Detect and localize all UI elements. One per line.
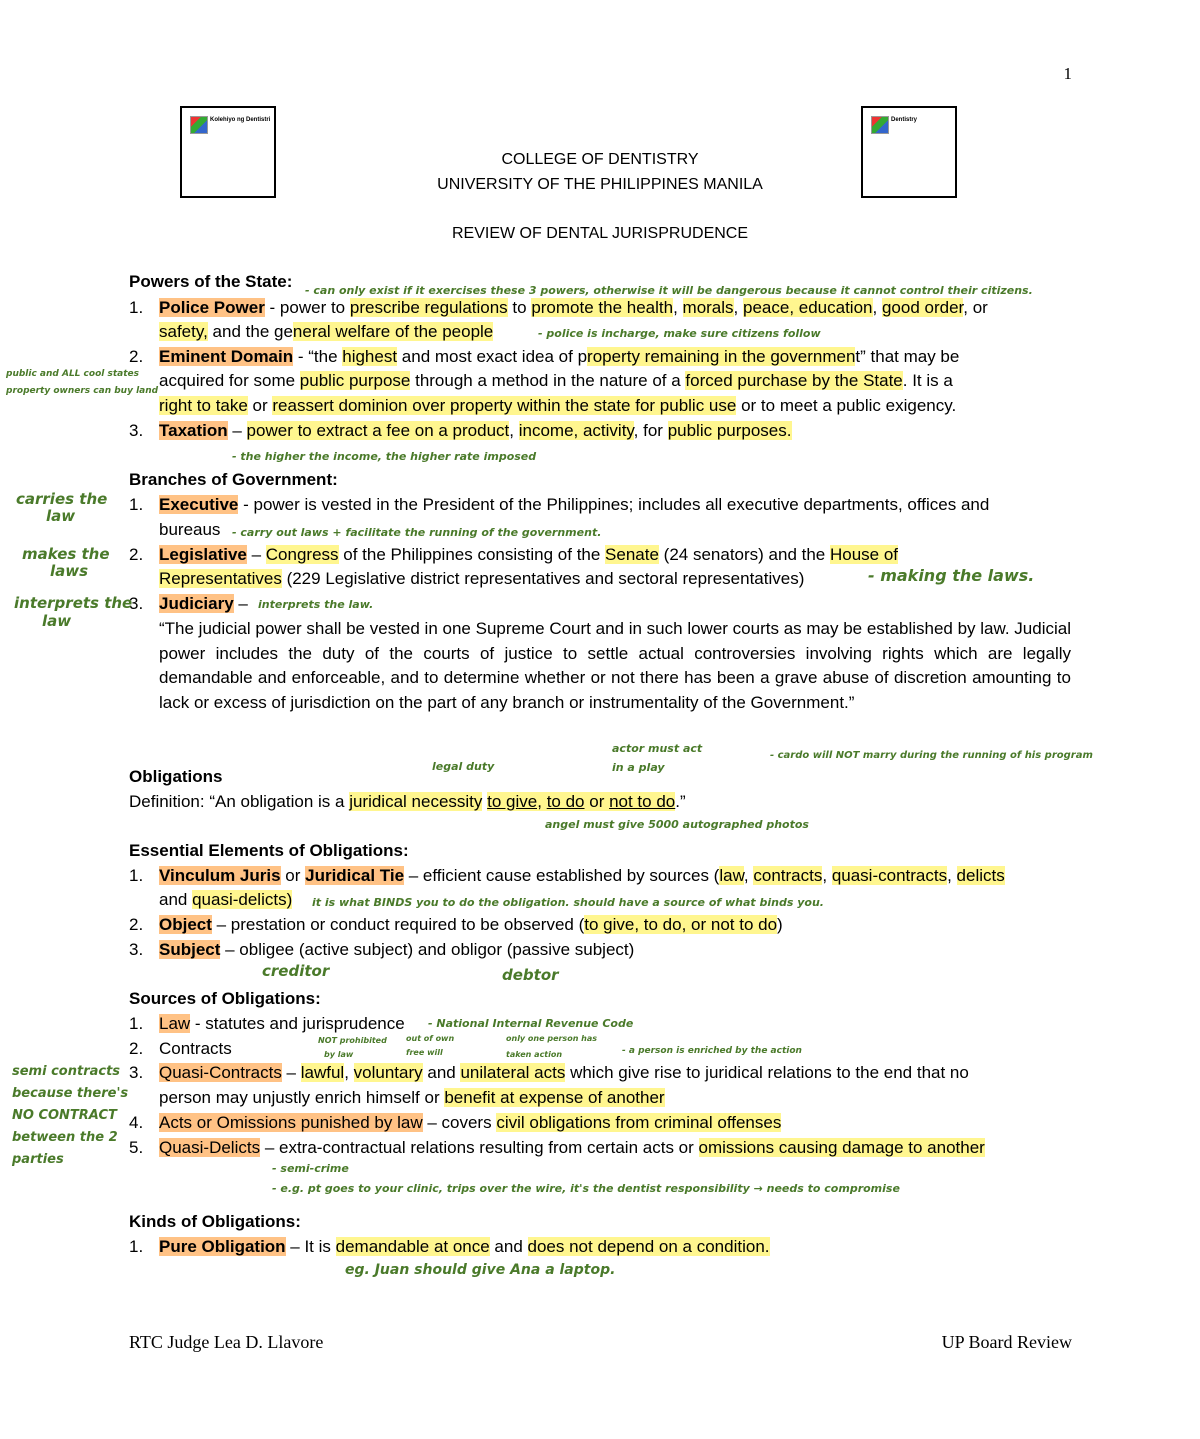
text: , (733, 298, 743, 317)
text: Juridical Tie (305, 866, 405, 885)
text: – It is (285, 1237, 336, 1256)
text: Law (159, 1014, 191, 1033)
legislative-side-1: makes the (22, 545, 110, 563)
text: not to do (609, 792, 676, 811)
text: unilateral acts (460, 1063, 566, 1082)
list-number: 3. (129, 421, 144, 440)
text: , (673, 298, 683, 317)
text: omissions causing damage to another (698, 1138, 985, 1157)
text: to give, to do, or not to do (584, 915, 778, 934)
text: .” (675, 792, 686, 811)
list-number: 2. (129, 1039, 144, 1058)
actor-annotation-2: in a play (612, 761, 665, 774)
text: morals (682, 298, 734, 317)
text: (24 senators) and the (658, 545, 830, 564)
powers-annotation: - can only exist if it exercises these 3 powers, otherwise it will be dangerous because it cannot control their citizens. (305, 284, 1033, 297)
taxation-label: Taxation (159, 421, 228, 440)
executive-side-2: law (46, 507, 76, 525)
text: prescribe regulations (349, 298, 508, 317)
text: Definition: “An obligation is a (129, 792, 350, 811)
list-number: 1. (129, 298, 144, 317)
text: , (947, 866, 957, 885)
judiciary-side-2: law (42, 612, 72, 630)
page-number: 1 (1063, 64, 1072, 83)
qc-side-3: NO CONTRACT (12, 1108, 117, 1123)
legislative-label: Legislative (159, 545, 247, 564)
pure-obligation-annotation: eg. Juan should give Ana a laptop. (345, 1262, 616, 1278)
text: law (719, 866, 744, 885)
text: and (422, 1063, 461, 1082)
text: Pure Obligation (159, 1237, 286, 1256)
eminent-domain-label: Eminent Domain (159, 347, 294, 366)
text: – (281, 1063, 301, 1082)
university-name: UNIVERSITY OF THE PHILIPPINES MANILA (437, 176, 763, 193)
text: , for (633, 421, 668, 440)
text: – covers (422, 1113, 497, 1132)
text: – efficient cause established by sources ( (404, 866, 720, 885)
text: juridical necessity (349, 792, 483, 811)
text: , (822, 866, 832, 885)
police-power-line-2 (159, 320, 493, 344)
taxation-line (159, 419, 792, 443)
obligations-heading: Obligations (129, 767, 223, 786)
qc-note-1: NOT prohibited (318, 1036, 387, 1045)
text: Senate (605, 545, 659, 564)
text: neral welfare of the people (292, 322, 494, 341)
text: – prestation or conduct required to be observed ( (211, 915, 585, 934)
text: peace, education (743, 298, 873, 317)
text: public purpose (299, 371, 411, 390)
college-name: COLLEGE OF DENTISTRY (501, 151, 699, 168)
text: person may unjustly enrich himself or (159, 1088, 445, 1107)
text: good order (881, 298, 964, 317)
qd-annotation-2: - e.g. pt goes to your clinic, trips over the wire, it's the dentist responsibility → needs to compromise (272, 1182, 900, 1195)
list-number: 1. (129, 866, 144, 885)
debtor-annotation: debtor (502, 966, 559, 984)
text: . It is a (902, 371, 953, 390)
creditor-annotation: creditor (262, 962, 330, 980)
list-number: 2. (129, 915, 144, 934)
broken-image-icon (871, 116, 889, 134)
footer-left: RTC Judge Lea D. Llavore (129, 1332, 324, 1352)
text: lawful (300, 1063, 345, 1082)
judiciary-annotation: interprets the law. (258, 598, 374, 611)
text: , (537, 792, 547, 811)
acts-omissions-line (159, 1111, 781, 1135)
text: – obligee (active subject) and obligor (passive subject) (220, 940, 635, 959)
text: does not depend on a condition. (527, 1237, 770, 1256)
eminent-domain-line (159, 345, 959, 369)
list-number: 3. (129, 594, 144, 613)
text: forced purchase by the State (685, 371, 903, 390)
text: or to meet a public exigency. (736, 396, 957, 415)
contracts-line: Contracts (159, 1039, 232, 1058)
judiciary-label: Judiciary (159, 594, 234, 613)
text: Object (159, 915, 212, 934)
text: House of (829, 545, 899, 564)
qc-side-4: between the 2 (12, 1130, 118, 1145)
legislative-side-2: laws (50, 562, 89, 580)
executive-line (159, 493, 989, 517)
cardo-annotation: - cardo will NOT marry during the running of his program (770, 750, 1093, 761)
text: ) (777, 915, 783, 934)
kinds-heading: Kinds of Obligations: (129, 1212, 301, 1231)
text: of the Philippines consisting of the (338, 545, 606, 564)
branches-heading: Branches of Government: (129, 470, 338, 489)
text: and most exact idea of p (397, 347, 588, 366)
text: civil obligations from criminal offenses (496, 1113, 782, 1132)
text: through a method in the nature of a (410, 371, 686, 390)
text: - power to (264, 298, 350, 317)
text: benefit at expense of another (444, 1088, 665, 1107)
text: t” that may be (855, 347, 960, 366)
list-number: 1. (129, 1014, 144, 1033)
legislative-line (159, 543, 898, 567)
text: which give rise to juridical relations to the end that no (565, 1063, 969, 1082)
actor-annotation-1: actor must act (612, 742, 703, 755)
executive-side-1: carries the (16, 490, 108, 508)
text: quasi-delicts) (192, 890, 293, 909)
judiciary-quote: “The judicial power shall be vested in one Supreme Court and in such lower courts as may be established by law. Judicial power includes the duty of the courts of justice to settle actual controversies involving rights which are legally demandable and enforceable, and to determine whether or not there has been a grave abuse of discretion amounting to lack or excess of jurisdiction on the part of any branch or instrumentality of the Government.” (159, 619, 1071, 712)
text: bureaus (159, 520, 221, 539)
text: promote the health (531, 298, 674, 317)
text: – (227, 421, 247, 440)
text: to do (546, 792, 585, 811)
text: roperty remaining in the governmen (587, 347, 856, 366)
quasi-delicts-line (159, 1136, 985, 1160)
text: – (246, 545, 266, 564)
text: Representatives (159, 569, 282, 588)
law-line (159, 1012, 405, 1036)
qc-note-7: - a person is enriched by the action (622, 1046, 802, 1056)
text: delicts (956, 866, 1005, 885)
text: safety, (159, 322, 208, 341)
text: Acts or Omissions punished by law (159, 1113, 423, 1132)
judiciary-line (159, 592, 248, 616)
object-line (159, 913, 783, 937)
text: or (280, 866, 306, 885)
text: - “the (293, 347, 343, 366)
text: – (233, 594, 248, 613)
qd-annotation-1: - semi-crime (272, 1162, 349, 1175)
elements-heading: Essential Elements of Obligations: (129, 841, 409, 860)
executive-line-2 (159, 518, 220, 542)
text: , (872, 298, 882, 317)
qc-note-4: free will (406, 1048, 443, 1057)
qc-side-1: semi contracts (12, 1064, 121, 1079)
obligation-definition (129, 790, 686, 814)
text: quasi-contracts (831, 866, 948, 885)
eminent-domain-line-2 (159, 369, 953, 393)
list-number: 3. (129, 1063, 144, 1082)
text: or (584, 792, 610, 811)
text: - power is vested in the President of the Philippines; includes all executive departments, offices and (238, 495, 990, 514)
angel-annotation: angel must give 5000 autographed photos (545, 818, 809, 831)
quasi-contracts-line-2 (159, 1086, 665, 1110)
text: and (489, 1237, 528, 1256)
qc-note-2: by law (324, 1050, 354, 1059)
text: Subject (159, 940, 221, 959)
list-number: 2. (129, 545, 144, 564)
qc-side-2: because there's (12, 1086, 129, 1101)
executive-label: Executive (159, 495, 239, 514)
text: Quasi-Delicts (159, 1138, 261, 1157)
text: contracts (753, 866, 823, 885)
text: and (159, 890, 193, 909)
police-power-label: Police Power (159, 298, 265, 317)
vinculum-annotation: it is what BINDS you to do the obligation. should have a source of what binds you. (312, 896, 824, 909)
list-number: 5. (129, 1138, 144, 1157)
text: acquired for some (159, 371, 300, 390)
text: to (507, 298, 532, 317)
text: (229 Legislative district representatives and sectoral representatives) (281, 569, 805, 588)
document-title: REVIEW OF DENTAL JURISPRUDENCE (451, 225, 749, 242)
eminent-side-note-2: property owners can buy land (6, 386, 159, 396)
qc-note-3: out of own (406, 1034, 455, 1043)
text: – extra-contractual relations resulting from certain acts or (260, 1138, 699, 1157)
text: , (344, 1063, 354, 1082)
subject-line (159, 938, 634, 962)
police-annotation: - police is incharge, make sure citizens follow (538, 327, 821, 340)
text: - statutes and jurisprudence (190, 1014, 405, 1033)
police-power-line (159, 296, 988, 320)
legislative-line-2 (159, 567, 804, 591)
text: public purposes. (667, 421, 792, 440)
pure-obligation-line (159, 1235, 770, 1259)
qc-note-5: only one person has (506, 1034, 598, 1043)
tax-annotation: - the higher the income, the higher rate imposed (232, 450, 537, 463)
text: voluntary (353, 1063, 423, 1082)
text: income, activity (518, 421, 634, 440)
text: Quasi-Contracts (159, 1063, 282, 1082)
text: and the ge (207, 322, 293, 341)
quasi-contracts-line (159, 1061, 969, 1085)
text: reassert dominion over property within the state for public use (272, 396, 737, 415)
footer-right: UP Board Review (941, 1332, 1072, 1352)
judiciary-side-1: interprets the (14, 594, 133, 612)
vinculum-line-2 (159, 888, 292, 912)
list-number: 1. (129, 1237, 144, 1256)
text: , (509, 421, 519, 440)
powers-heading: Powers of the State: (129, 272, 293, 291)
text: , or (963, 298, 988, 317)
sources-heading: Sources of Obligations: (129, 989, 321, 1008)
list-number: 4. (129, 1113, 144, 1132)
broken-image-icon (190, 116, 208, 134)
qc-note-6: taken action (506, 1050, 563, 1059)
text: right to take (159, 396, 248, 415)
text: or (247, 396, 273, 415)
list-number: 1. (129, 495, 144, 514)
text: , (743, 866, 754, 885)
qc-side-5: parties (12, 1152, 64, 1167)
text: demandable at once (335, 1237, 490, 1256)
text: Vinculum Juris (159, 866, 281, 885)
left-logo-alt: Kolehiyo ng Dentistri (210, 117, 271, 123)
executive-annotation: - carry out laws + facilitate the running of the government. (232, 526, 602, 539)
eminent-side-note-1: public and ALL cool states (6, 369, 139, 379)
right-logo-alt: Dentistry (891, 117, 918, 123)
list-number: 3. (129, 940, 144, 959)
legislative-annotation: - making the laws. (868, 566, 1035, 585)
vinculum-line (159, 864, 1005, 888)
text: power to extract a fee on a product (246, 421, 510, 440)
legal-duty-annotation: legal duty (432, 760, 495, 773)
eminent-domain-line-3 (159, 394, 956, 418)
law-annotation: - National Internal Revenue Code (428, 1017, 634, 1030)
text: highest (342, 347, 398, 366)
text: Congress (265, 545, 339, 564)
list-number: 2. (129, 347, 144, 366)
text: to give (487, 792, 538, 811)
